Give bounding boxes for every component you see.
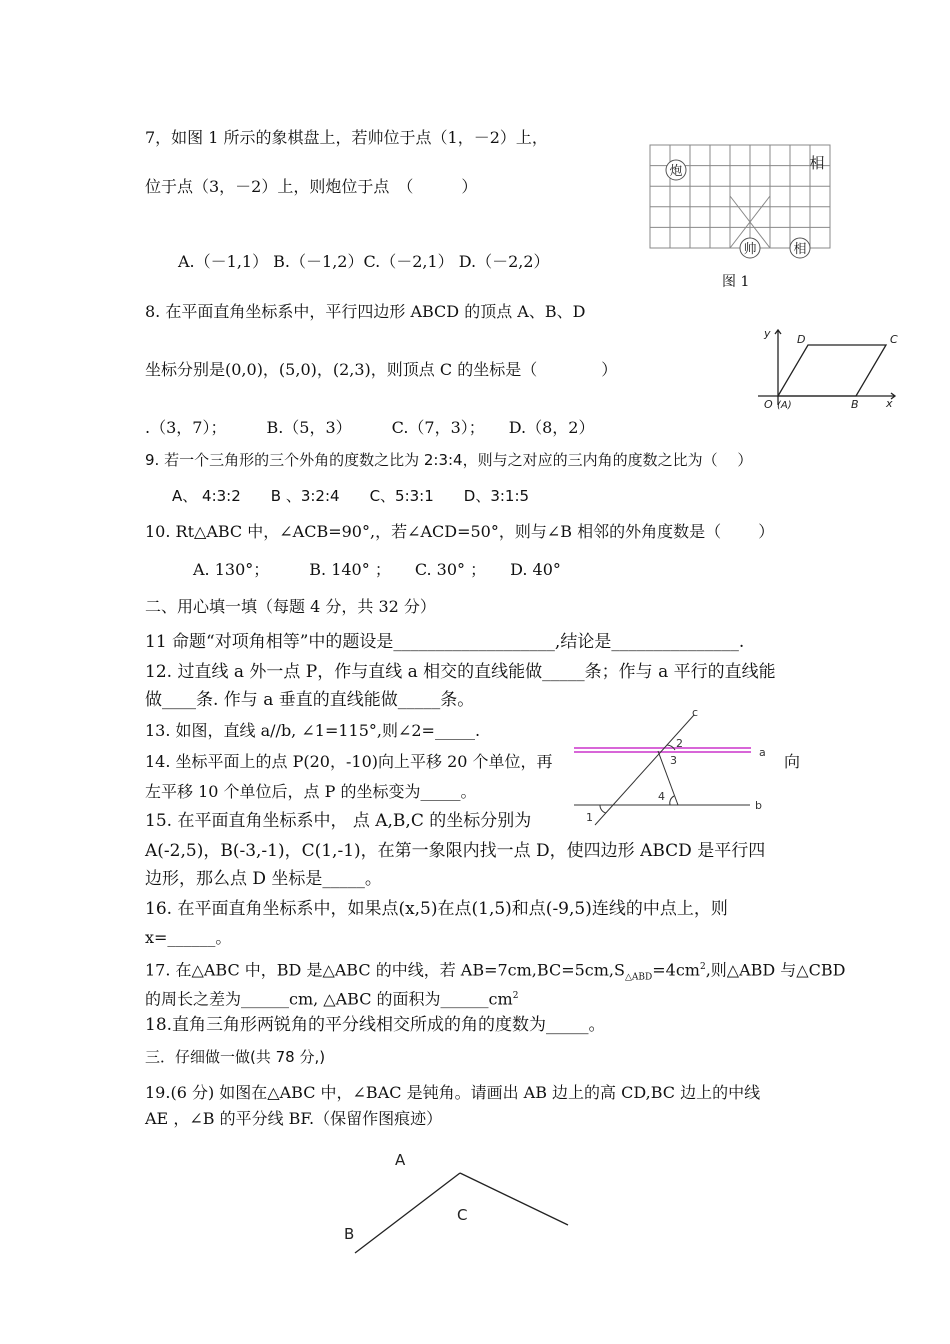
q17-part1: 17. 在△ABC 中，BD 是△ABC 的中线，若 AB=7cm,BC=5cm,S (145, 960, 625, 980)
q15-line3: 边形，那么点 D 坐标是_____。 (145, 869, 382, 889)
q12-line1: 12. 过直线 a 外一点 P，作与直线 a 相交的直线能做_____条；作与 a 平行的直线能 (145, 662, 776, 682)
q14-line2: 左平移 10 个单位后，点 P 的坐标变为_____。 (145, 782, 477, 801)
pao-label: 炮 (669, 164, 683, 179)
q7-line1: 7，如图 1 所示的象棋盘上，若帅位于点（1，－2）上， (145, 128, 548, 147)
triangle-figure (330, 1145, 590, 1265)
q17-line2-wrap (145, 986, 518, 1009)
vertex-a-label: A (395, 1151, 406, 1169)
q7-options: A.（－1,1） B.（－1,2）C.（－2,1） D.（－2,2） (178, 252, 550, 271)
q17-part3: ,则△ABD 与△CBD (705, 960, 846, 980)
q19-line1: 19.(6 分) 如图在△ABC 中，∠BAC 是钝角。请画出 AB 边上的高 CD,BC 边上的中线 (145, 1083, 761, 1102)
q15-line2: A(-2,5)，B(-3,-1)，C(1,-1)，在第一象限内找一点 D，使四边形 ABCD 是平行四 (145, 841, 766, 861)
q17-line2-superscript: 2 (512, 991, 519, 1001)
q8-line1: 8. 在平面直角坐标系中，平行四边形 ABCD 的顶点 A、B、D (145, 302, 586, 321)
q17-line1 (145, 957, 845, 988)
y-axis-label: y (764, 327, 771, 340)
q11-text: 11 命题“对项角相等”中的题设是___________________,结论是_______________. (145, 632, 745, 652)
angle-2-label: 2 (676, 737, 683, 750)
parallelogram-figure (750, 325, 910, 415)
q14-line1: 14. 坐标平面上的点 P(20，-10)向上平移 20 个单位，再 (145, 752, 553, 771)
q14-tail: 向 (784, 752, 801, 771)
line-c-label: c (692, 706, 699, 719)
xiang-bottom-label: 相 (793, 242, 807, 257)
q18-text: 18.直角三角形两锐角的平分线相交所成的角的度数为_____。 (145, 1015, 606, 1035)
q7-line2: 位于点（3，－2）上，则炮位于点 （ ） (145, 177, 478, 196)
origin-label: O (764, 398, 773, 411)
section2-heading: 二、用心填一填（每题 4 分，共 32 分） (145, 597, 436, 616)
vertex-b-label: B (344, 1225, 355, 1243)
q10-options: A. 130°； B. 140° ； C. 30° ； D. 40° (193, 560, 561, 579)
q9-options: A、 4:3:2 B 、3:2:4 C、5:3:1 D、3:1:5 (172, 487, 530, 505)
vertex-d-label: D (797, 333, 806, 346)
vertex-c-label: C (457, 1206, 468, 1224)
q16-line2: x=______。 (145, 928, 232, 947)
angle-1-label: 1 (586, 811, 593, 824)
q13-text: 13. 如图，直线 a//b, ∠1=115°,则∠2=_____. (145, 721, 481, 740)
q17-line2: 的周长之差为______cm, △ABC 的面积为______cm (145, 989, 513, 1009)
q17-superscript: 2 (699, 962, 706, 972)
q9-line1: 9. 若一个三角形的三个外角的度数之比为 2:3:4，则与之对应的三内角的度数之比为（ ） (145, 451, 753, 469)
q8-line2: 坐标分别是(0,0)，(5,0)，(2,3)，则顶点 C 的坐标是（ ） (145, 360, 618, 379)
shuai-label: 帅 (743, 242, 757, 257)
line-b-label: b (755, 799, 762, 812)
q19-line2: AE ，∠B 的平分线 BF.（保留作图痕迹） (145, 1109, 443, 1128)
vertex-c-label: C (890, 333, 898, 346)
section3-heading: 三．仔细做一做(共 78 分,) (145, 1048, 326, 1066)
q12-line2: 做____条. 作与 a 垂直的直线能做_____条。 (145, 690, 475, 710)
chessboard-figure (640, 140, 840, 265)
q15-line1: 15. 在平面直角坐标系中， 点 A,B,C 的坐标分别为 (145, 811, 532, 831)
q8-options: .（3，7）； B.（5，3） C.（7，3）； D.（8，2） (145, 418, 595, 437)
parallel-lines-figure (570, 705, 770, 830)
angle-3-label: 3 (670, 754, 677, 767)
x-axis-label: x (886, 397, 893, 410)
figure1-caption: 图 1 (722, 274, 750, 290)
q16-line1: 16. 在平面直角坐标系中，如果点(x,5)在点(1,5)和点(-9,5)连线的中点上，则 (145, 899, 728, 919)
line-a-label: a (759, 746, 766, 759)
q17-subscript: △ABD (624, 972, 653, 983)
xiang-top-label: 相 (809, 154, 825, 172)
vertex-a-label: (A) (777, 400, 792, 411)
vertex-b-label: B (851, 398, 859, 411)
angle-4-label: 4 (658, 790, 665, 803)
q17-part2: =4cm (652, 960, 700, 980)
q10-line1: 10. Rt△ABC 中，∠ACB=90°,，若∠ACD=50°，则与∠B 相邻的外角度数是（ ） (145, 522, 775, 541)
